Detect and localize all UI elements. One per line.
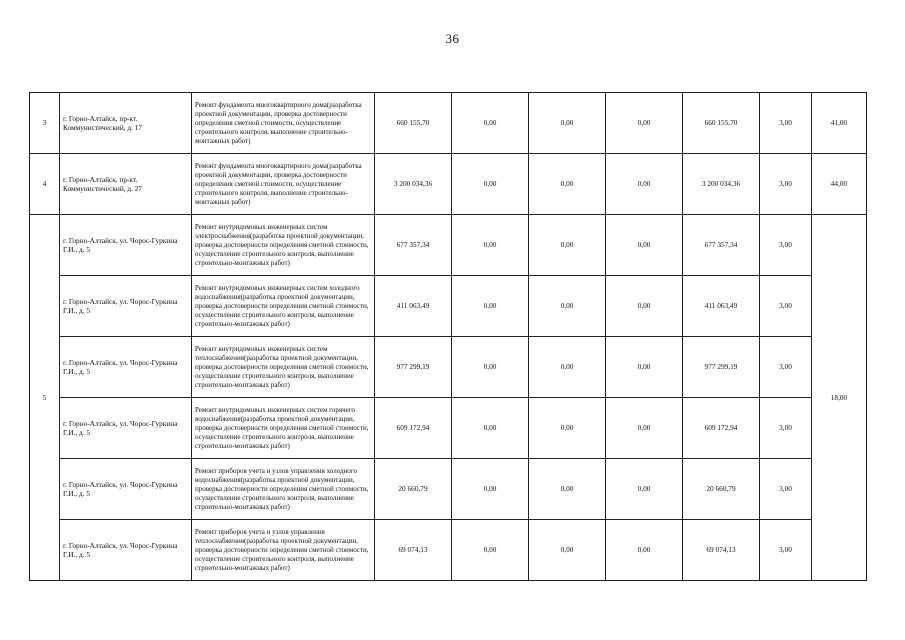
cost-cell: 3 200 034,36 [375,154,452,215]
address-cell: г. Горно-Алтайск, ул. Чорос-Гуркина Г.И., д. 5 [60,215,192,276]
term-cell: 41,00 [812,93,867,154]
value-cell: 0,00 [529,276,606,337]
table-row [30,520,867,581]
total-cell: 20 660,79 [683,459,760,520]
value-cell: 0,00 [452,398,529,459]
address-cell: г. Горно-Алтайск, ул. Чорос-Гуркина Г.И., д. 5 [60,520,192,581]
value-cell: 0,00 [606,276,683,337]
value-cell: 0,00 [452,93,529,154]
value-cell: 0,00 [452,459,529,520]
cost-cell: 20 660,79 [375,459,452,520]
value-cell: 0,00 [452,276,529,337]
row-number: 5 [30,215,60,581]
value-cell: 0,00 [452,520,529,581]
address-cell: г. Горно-Алтайск, ул. Чорос-Гуркина Г.И., д. 5 [60,459,192,520]
work-description-cell: Ремонт приборов учета и узлов управления холодного водоснабжения(разработка проектной документации, проверка достоверности определения сметной стоимости, осуществление строительного контроля, выполнение строительно-монтажных работ) [192,459,375,520]
rate-cell: 3,00 [760,459,812,520]
total-cell: 977 299,19 [683,337,760,398]
total-cell: 677 357,34 [683,215,760,276]
capital-repair-table [29,92,867,581]
value-cell: 0,00 [529,93,606,154]
work-description-cell: Ремонт внутридомовых инженерных систем теплоснабжения(разработка проектной документации, проверка достоверности определения сметной стоимости, осуществление строительного контроля, выполнение строительно-монтажных работ) [192,337,375,398]
rate-cell: 3,00 [760,276,812,337]
total-cell: 609 172,94 [683,398,760,459]
rate-cell: 3,00 [760,154,812,215]
cost-cell: 660 155,70 [375,93,452,154]
table-row [30,276,867,337]
table-row [30,337,867,398]
work-description-cell: Ремонт приборов учета и узлов управления теплоснабжения(разработка проектной документации, проверка достоверности определения сметной стоимости, осуществление строительного контроля, выполнение строительно-монтажных работ) [192,520,375,581]
rate-cell: 3,00 [760,93,812,154]
total-cell: 660 155,70 [683,93,760,154]
table-row [30,154,867,215]
cost-cell: 411 063,49 [375,276,452,337]
value-cell: 0,00 [452,337,529,398]
work-description-cell: Ремонт внутридомовых инженерных систем электроснабжения(разработка проектной документации, проверка достоверности определения сметной стоимости, осуществление строительного контроля, выполнение строительно-монтажных работ) [192,215,375,276]
value-cell: 0,00 [529,398,606,459]
work-description-cell: Ремонт фундамента многоквартирного дома(разработка проектной документации, проверка достоверности определения сметной стоимости, осуществление строительного контроля, выполнение строительно-монтажных работ) [192,154,375,215]
value-cell: 0,00 [529,337,606,398]
total-cell: 69 074,13 [683,520,760,581]
cost-cell: 69 074,13 [375,520,452,581]
address-cell: г. Горно-Алтайск, пр-кт. Коммунистический, д. 17 [60,93,192,154]
page-number: 36 [445,31,460,46]
cost-cell: 977 299,19 [375,337,452,398]
value-cell: 0,00 [606,459,683,520]
table-row [30,93,867,154]
table-row [30,459,867,520]
value-cell: 0,00 [452,154,529,215]
address-cell: г. Горно-Алтайск, ул. Чорос-Гуркина Г.И., д. 5 [60,398,192,459]
row-number: 4 [30,154,60,215]
address-cell: г. Горно-Алтайск, ул. Чорос-Гуркина Г.И., д. 5 [60,337,192,398]
value-cell: 0,00 [606,93,683,154]
term-cell: 18,00 [812,215,867,581]
work-description-cell: Ремонт фундамента многоквартирного дома(разработка проектной документации, проверка достоверности определения сметной стоимости, осуществление строительного контроля, выполнение строительно-монтажных работ) [192,93,375,154]
table-row [30,398,867,459]
value-cell: 0,00 [529,459,606,520]
value-cell: 0,00 [606,398,683,459]
value-cell: 0,00 [529,154,606,215]
term-cell: 44,00 [812,154,867,215]
cost-cell: 609 172,94 [375,398,452,459]
total-cell: 411 063,49 [683,276,760,337]
value-cell: 0,00 [606,337,683,398]
rate-cell: 3,00 [760,398,812,459]
value-cell: 0,00 [452,215,529,276]
cost-cell: 677 357,34 [375,215,452,276]
row-number: 3 [30,93,60,154]
address-cell: г. Горно-Алтайск, пр-кт. Коммунистический, д. 27 [60,154,192,215]
rate-cell: 3,00 [760,520,812,581]
address-cell: г. Горно-Алтайск, ул. Чорос-Гуркина Г.И., д. 5 [60,276,192,337]
value-cell: 0,00 [529,520,606,581]
work-description-cell: Ремонт внутридомовых инженерных систем горячего водоснабжения(разработка проектной документации, проверка достоверности определения сметной стоимости, осуществление строительного контроля, выполнение строительно-монтажных работ) [192,398,375,459]
rate-cell: 3,00 [760,337,812,398]
rate-cell: 3,00 [760,215,812,276]
value-cell: 0,00 [606,154,683,215]
work-description-cell: Ремонт внутридомовых инженерных систем холодного водоснабжения(разработка проектной документации, проверка достоверности определения сметной стоимости, осуществление строительного контроля, выполнение строительно-монтажных работ) [192,276,375,337]
total-cell: 3 200 034,36 [683,154,760,215]
value-cell: 0,00 [529,215,606,276]
table-row [30,215,867,276]
value-cell: 0,00 [606,215,683,276]
value-cell: 0,00 [606,520,683,581]
